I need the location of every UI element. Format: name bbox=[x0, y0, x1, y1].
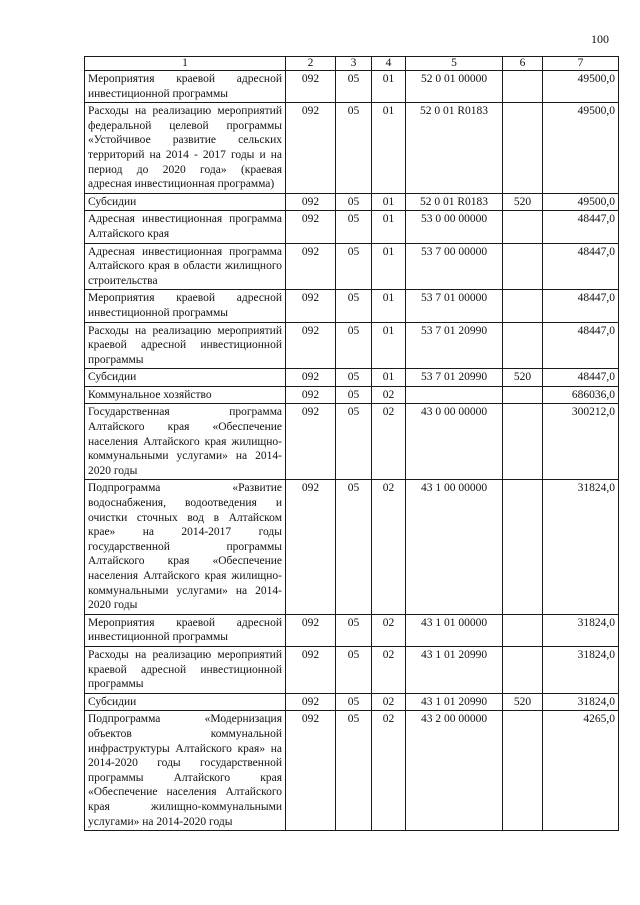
section-cell: 05 bbox=[336, 404, 372, 480]
section-cell: 05 bbox=[336, 290, 372, 322]
table-row bbox=[85, 211, 619, 243]
amount-cell: 31824,0 bbox=[543, 480, 619, 614]
row-name-cell: Подпрограмма «Модернизация объектов коммунальной инфраструктуры Алтайского края» на 2014-2020 годы государственной программы Алтайского края «Обеспечение населения Алтайского края жилищно-коммунальными услугами» на 2014-2020 годы bbox=[85, 711, 286, 831]
admin-code-cell: 092 bbox=[286, 243, 336, 290]
expense-type-cell bbox=[503, 243, 543, 290]
expense-type-cell: 520 bbox=[503, 693, 543, 711]
table-row bbox=[85, 614, 619, 646]
target-article-cell bbox=[406, 386, 503, 404]
amount-cell: 686036,0 bbox=[543, 386, 619, 404]
expense-type-cell bbox=[503, 103, 543, 194]
target-article-cell: 53 7 00 00000 bbox=[406, 243, 503, 290]
section-cell: 05 bbox=[336, 614, 372, 646]
section-cell: 05 bbox=[336, 193, 372, 211]
amount-cell: 4265,0 bbox=[543, 711, 619, 831]
table-row bbox=[85, 480, 619, 614]
section-cell: 05 bbox=[336, 243, 372, 290]
admin-code-cell: 092 bbox=[286, 211, 336, 243]
expense-type-cell bbox=[503, 480, 543, 614]
table-row bbox=[85, 193, 619, 211]
target-article-cell: 53 0 00 00000 bbox=[406, 211, 503, 243]
target-article-cell: 52 0 01 R0183 bbox=[406, 103, 503, 194]
amount-cell: 49500,0 bbox=[543, 193, 619, 211]
header-col-5: 5 bbox=[406, 57, 503, 71]
expense-type-cell bbox=[503, 711, 543, 831]
table-row bbox=[85, 369, 619, 387]
amount-cell: 49500,0 bbox=[543, 71, 619, 103]
subsection-cell: 02 bbox=[372, 404, 406, 480]
section-cell: 05 bbox=[336, 103, 372, 194]
admin-code-cell: 092 bbox=[286, 404, 336, 480]
header-col-2: 2 bbox=[286, 57, 336, 71]
target-article-cell: 43 1 01 20990 bbox=[406, 646, 503, 693]
row-name-cell: Субсидии bbox=[85, 193, 286, 211]
row-name-cell: Государственная программа Алтайского края «Обеспечение населения Алтайского края жилищно-коммунальными услугами» на 2014-2020 годы bbox=[85, 404, 286, 480]
table-row bbox=[85, 386, 619, 404]
subsection-cell: 01 bbox=[372, 322, 406, 369]
row-name-cell: Субсидии bbox=[85, 369, 286, 387]
subsection-cell: 02 bbox=[372, 646, 406, 693]
table-row bbox=[85, 243, 619, 290]
header-col-3: 3 bbox=[336, 57, 372, 71]
target-article-cell: 43 0 00 00000 bbox=[406, 404, 503, 480]
header-col-4: 4 bbox=[372, 57, 406, 71]
table-row bbox=[85, 290, 619, 322]
target-article-cell: 43 1 01 20990 bbox=[406, 693, 503, 711]
header-col-6: 6 bbox=[503, 57, 543, 71]
subsection-cell: 01 bbox=[372, 243, 406, 290]
amount-cell: 31824,0 bbox=[543, 646, 619, 693]
subsection-cell: 01 bbox=[372, 369, 406, 387]
amount-cell: 48447,0 bbox=[543, 369, 619, 387]
admin-code-cell: 092 bbox=[286, 480, 336, 614]
amount-cell: 31824,0 bbox=[543, 614, 619, 646]
target-article-cell: 52 0 01 00000 bbox=[406, 71, 503, 103]
admin-code-cell: 092 bbox=[286, 103, 336, 194]
subsection-cell: 01 bbox=[372, 193, 406, 211]
target-article-cell: 53 7 01 00000 bbox=[406, 290, 503, 322]
expense-type-cell bbox=[503, 404, 543, 480]
row-name-cell: Адресная инвестиционная программа Алтайского края в области жилищного строительства bbox=[85, 243, 286, 290]
amount-cell: 49500,0 bbox=[543, 103, 619, 194]
expense-type-cell bbox=[503, 646, 543, 693]
admin-code-cell: 092 bbox=[286, 711, 336, 831]
subsection-cell: 02 bbox=[372, 711, 406, 831]
admin-code-cell: 092 bbox=[286, 369, 336, 387]
admin-code-cell: 092 bbox=[286, 290, 336, 322]
admin-code-cell: 092 bbox=[286, 614, 336, 646]
header-col-7: 7 bbox=[543, 57, 619, 71]
expense-type-cell bbox=[503, 614, 543, 646]
target-article-cell: 53 7 01 20990 bbox=[406, 322, 503, 369]
expense-type-cell bbox=[503, 322, 543, 369]
row-name-cell: Расходы на реализацию мероприятий краевой адресной инвестиционной программы bbox=[85, 322, 286, 369]
expense-type-cell bbox=[503, 71, 543, 103]
row-name-cell: Расходы на реализацию мероприятий краевой адресной инвестиционной программы bbox=[85, 646, 286, 693]
table-row bbox=[85, 71, 619, 103]
target-article-cell: 52 0 01 R0183 bbox=[406, 193, 503, 211]
subsection-cell: 02 bbox=[372, 480, 406, 614]
section-cell: 05 bbox=[336, 71, 372, 103]
target-article-cell: 43 1 01 00000 bbox=[406, 614, 503, 646]
target-article-cell: 43 2 00 00000 bbox=[406, 711, 503, 831]
page-number: 100 bbox=[591, 32, 609, 46]
amount-cell: 48447,0 bbox=[543, 211, 619, 243]
expense-type-cell bbox=[503, 386, 543, 404]
subsection-cell: 01 bbox=[372, 290, 406, 322]
budget-table bbox=[84, 56, 619, 831]
section-cell: 05 bbox=[336, 711, 372, 831]
table-row bbox=[85, 646, 619, 693]
section-cell: 05 bbox=[336, 646, 372, 693]
section-cell: 05 bbox=[336, 693, 372, 711]
header-col-1: 1 bbox=[85, 57, 286, 71]
table-row bbox=[85, 103, 619, 194]
amount-cell: 48447,0 bbox=[543, 243, 619, 290]
section-cell: 05 bbox=[336, 211, 372, 243]
admin-code-cell: 092 bbox=[286, 646, 336, 693]
section-cell: 05 bbox=[336, 322, 372, 369]
admin-code-cell: 092 bbox=[286, 693, 336, 711]
admin-code-cell: 092 bbox=[286, 193, 336, 211]
expense-type-cell bbox=[503, 211, 543, 243]
subsection-cell: 01 bbox=[372, 103, 406, 194]
expense-type-cell bbox=[503, 290, 543, 322]
table-row bbox=[85, 693, 619, 711]
table-row bbox=[85, 322, 619, 369]
table-row bbox=[85, 711, 619, 831]
expense-type-cell: 520 bbox=[503, 193, 543, 211]
subsection-cell: 02 bbox=[372, 386, 406, 404]
admin-code-cell: 092 bbox=[286, 386, 336, 404]
table-body bbox=[85, 71, 619, 831]
table-row bbox=[85, 404, 619, 480]
amount-cell: 31824,0 bbox=[543, 693, 619, 711]
admin-code-cell: 092 bbox=[286, 71, 336, 103]
section-cell: 05 bbox=[336, 480, 372, 614]
amount-cell: 48447,0 bbox=[543, 322, 619, 369]
target-article-cell: 43 1 00 00000 bbox=[406, 480, 503, 614]
row-name-cell: Коммунальное хозяйство bbox=[85, 386, 286, 404]
amount-cell: 48447,0 bbox=[543, 290, 619, 322]
row-name-cell: Мероприятия краевой адресной инвестиционной программы bbox=[85, 614, 286, 646]
row-name-cell: Адресная инвестиционная программа Алтайского края bbox=[85, 211, 286, 243]
admin-code-cell: 092 bbox=[286, 322, 336, 369]
expense-type-cell: 520 bbox=[503, 369, 543, 387]
row-name-cell: Мероприятия краевой адресной инвестиционной программы bbox=[85, 290, 286, 322]
section-cell: 05 bbox=[336, 386, 372, 404]
subsection-cell: 02 bbox=[372, 614, 406, 646]
row-name-cell: Расходы на реализацию мероприятий федеральной целевой программы «Устойчивое развитие сельских территорий на 2014 - 2017 годы и на период до 2020 года» (краевая адресная инвестиционная программа) bbox=[85, 103, 286, 194]
subsection-cell: 01 bbox=[372, 71, 406, 103]
row-name-cell: Мероприятия краевой адресной инвестиционной программы bbox=[85, 71, 286, 103]
row-name-cell: Субсидии bbox=[85, 693, 286, 711]
section-cell: 05 bbox=[336, 369, 372, 387]
row-name-cell: Подпрограмма «Развитие водоснабжения, водоотведения и очистки сточных вод в Алтайском крае» на 2014-2017 годы государственной программы Алтайского края «Обеспечение населения Алтайского края жилищно-коммунальными услугами» на 2014-2020 годы bbox=[85, 480, 286, 614]
header-row bbox=[85, 57, 619, 71]
amount-cell: 300212,0 bbox=[543, 404, 619, 480]
target-article-cell: 53 7 01 20990 bbox=[406, 369, 503, 387]
subsection-cell: 02 bbox=[372, 693, 406, 711]
subsection-cell: 01 bbox=[372, 211, 406, 243]
